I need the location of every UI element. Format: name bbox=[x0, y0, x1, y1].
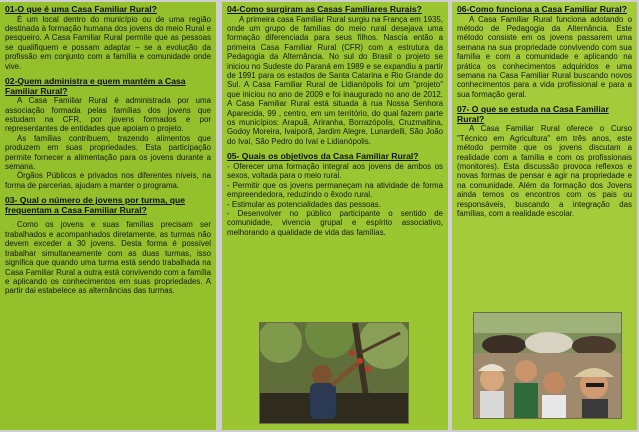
answer-02-paragraph-3: Órgãos Públicos e privados nos diferentes níveis, na forma de parcerias, ajudam a manter o programa. bbox=[5, 171, 211, 190]
answer-07-text: A Casa Familiar Rural oferece o Curso "Técnico em Agricultura" em três anos, este método permite que os jovens discutam a realidade com a família e com os profissionais (monitores). Esta discussão provoca reflexos e novas formas de pensar e agir na propriedade e na comunidade. Além da formação dos Jovens ainda temos os encontros com os pais ou responsáveis, buscando a integração das famílias, com a realidade escolar. bbox=[457, 124, 632, 219]
answer-01-text: É um local dentro do município ou de uma região destinada à formação humana dos jovens do meio Rural e pesqueiro. A Casa Familiar Rural permite que as pessoas se qualifiquem e possam adaptar – se a evolução da profissão em conjunto com a família e comunidade onde vive. bbox=[5, 14, 211, 71]
section-07 bbox=[457, 105, 632, 218]
answer-02-paragraph-1: A Casa Familiar Rural é administrada por uma associação formada pelas famílias dos jovens que estudam na CFR, por jovens formados e por representantes de entidades que apoiam o projeto. bbox=[5, 96, 211, 134]
question-03-title: 03- Qual o número de jovens por turma, que frequentam a Casa Familiar Rural? bbox=[5, 195, 186, 215]
photo-cattle-illustration bbox=[474, 313, 621, 418]
section-03 bbox=[5, 196, 211, 295]
photo-students-cattle bbox=[473, 312, 622, 419]
question-01-title: 01-O que é uma Casa Familiar Rural? bbox=[5, 4, 157, 14]
answer-04-text: A primeira casa Familiar Rural surgiu na França em 1935, onde um grupo de famílias do meio rural desejava uma formação diferenciada para seus filhos. Nascia então a primeira Casa Familiar Rural (CFR) com a estrutura da Pedagogia da Alternância. No sul do Brasil o projeto se iniciou no Sudeste do Paraná em 1989 e se expandiu a partir de 1991 para os estados de Santa Catarina e Rio Grande do Sul. A Casa Familiar Rural de Lidianópolis foi um "projeto" que iniciou no ano de 2009 e foi inaugurado no ano de 2012. A Casa Familiar Rural está situada à rua Nossa Senhora Aparecida, 99 , centro, em um território, do qual fazem parte os municípios: Arapuã, Ariranha, Borrazópolis, Cruzmaltina, Godoy Moreira, Ivaiporã, Jardim Alegre, Lunardelli, São João do Ivaí, São Pedro do Ivaí e Lidianópolis. bbox=[227, 14, 443, 146]
question-06-title: 06-Como funciona a Casa Familiar Rural? bbox=[457, 4, 628, 14]
section-06 bbox=[457, 5, 632, 99]
section-04 bbox=[227, 5, 443, 146]
question-04-title: 04-Como surgiram as Casas Familiares Rurais? bbox=[227, 4, 422, 14]
section-05 bbox=[227, 152, 443, 237]
section-01 bbox=[5, 5, 211, 71]
question-02-title: 02-Quem administra e quem mantém a Casa Familiar Rural? bbox=[5, 76, 186, 96]
photo-orchard-work bbox=[259, 322, 409, 424]
question-07-title: 07- O que se estuda na Casa Familiar Rural? bbox=[457, 104, 609, 124]
objective-2: - Permitir que os jovens permaneçam na atividade de forma empreendedora, reduzindo o êxodo rural. bbox=[227, 180, 443, 200]
section-02 bbox=[5, 77, 211, 190]
objective-4: - Desenvolver no público participante o sentido de comunidade, vivencia grupal e espírito associativo, melhorando a qualidade de vida das famílias. bbox=[227, 208, 443, 237]
question-05-title: 05- Quais os objetivos da Casa Familiar Rural? bbox=[227, 151, 419, 162]
answer-03-text: Como os jovens e suas famílias precisam ser trabalhados e acompanhados diretamente, as turmas não devem exceder a 30 jovens. Desta forma é possível trabalhar simultaneamente com as duas turmas, isso significa que quando uma turma está sendo trabalhada na Casa Familiar Rural a outra está convivendo com a família e aplicando os conhecimentos em suas propriedades. A partir dai estabelece as alternâncias das turmas. bbox=[5, 220, 211, 296]
panel-left bbox=[0, 2, 216, 430]
objective-1: - Oferecer uma formação integral aos jovens de ambos os sexos, voltada para o meio rural. bbox=[227, 161, 443, 181]
answer-02-paragraph-2: As famílias contribuem, trazendo alimentos que produzem em suas propriedades. Esta participação permite fornecer a alimentação para os jovens durante a semana. bbox=[5, 133, 211, 172]
photo-orchard-illustration bbox=[260, 323, 408, 423]
answer-06-text: A Casa Familiar Rural funciona adotando o método de Pedagogia da Alternância. Este método consiste em os jovens passarem uma semana na sua propriedade convivendo com sua família e com a comunidade e aplicando na prática os conhecimentos adquiridos e uma semana na Casa Familiar Rural buscando novos conhecimentos para a vida profissional e para a sua formação geral. bbox=[457, 14, 632, 99]
objective-3: - Estimular as potencialidades das pessoas. bbox=[227, 199, 381, 209]
